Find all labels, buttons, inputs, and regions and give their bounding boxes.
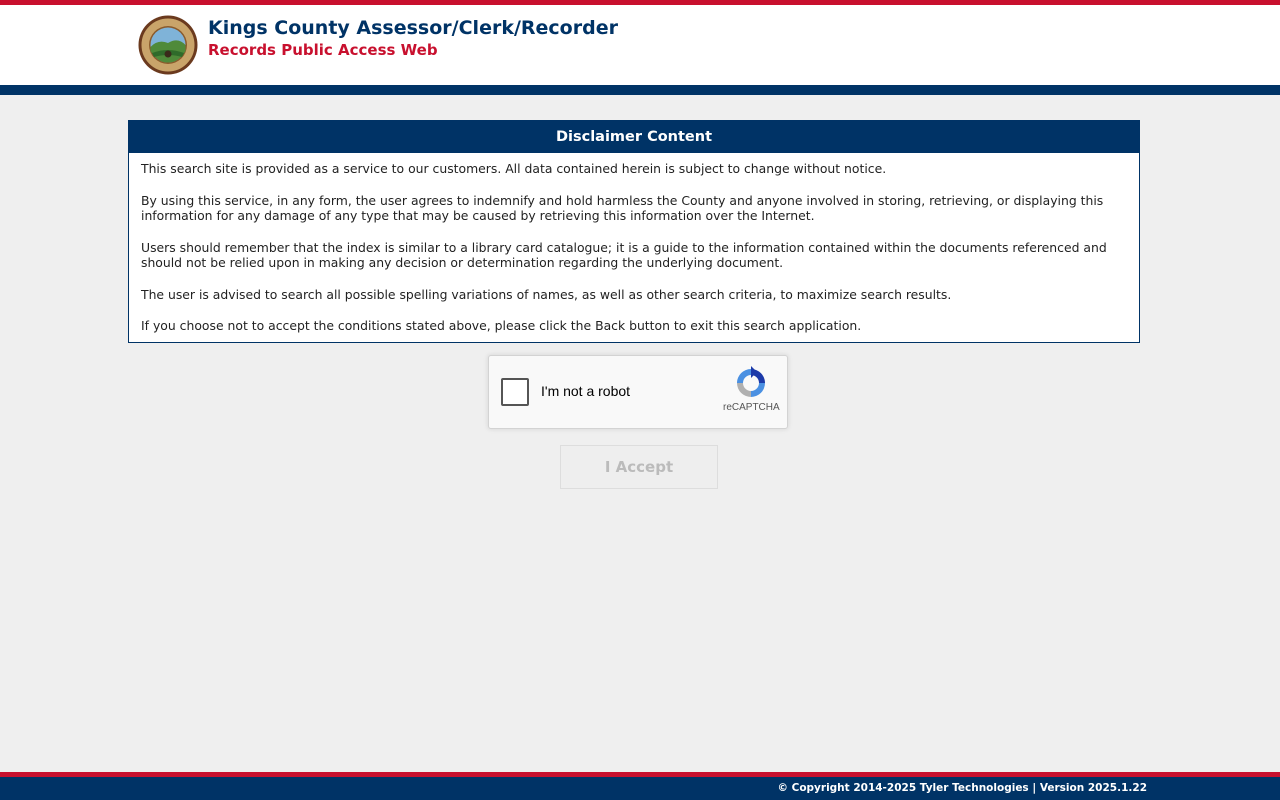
- accept-button[interactable]: I Accept: [560, 445, 718, 489]
- disclaimer-paragraph: By using this service, in any form, the user agrees to indemnify and hold harmless the County and anyone involved in storing, retrieving, or displaying this information for any damage of any type that may be caused by retrieving this information over the Internet.: [141, 192, 1104, 223]
- recaptcha-label: I'm not a robot: [541, 383, 631, 399]
- disclaimer-paragraph: Users should remember that the index is similar to a library card catalogue; it is a guide to the information contained within the documents referenced and should not be relied upon in making any decision or determination regarding the underlying document.: [141, 239, 1107, 270]
- disclaimer-panel: [128, 120, 1140, 343]
- recaptcha-brand: reCAPTCHA: [723, 402, 780, 413]
- disclaimer-heading: Disclaimer Content: [129, 121, 1139, 153]
- site-footer: [0, 777, 1280, 800]
- copyright-text: © Copyright 2014-2025 Tyler Technologies | Version 2025.1.22: [777, 782, 1147, 794]
- disclaimer-paragraph: If you choose not to accept the conditions stated above, please click the Back button to exit this search application.: [141, 318, 862, 333]
- disclaimer-body: [129, 153, 1139, 334]
- header-band: [0, 85, 1280, 95]
- recaptcha-checkbox[interactable]: [501, 378, 529, 406]
- disclaimer-paragraph: This search site is provided as a service to our customers. All data contained herein is subject to change without notice.: [141, 161, 887, 176]
- site-title: Kings County Assessor/Clerk/Recorder: [208, 17, 618, 39]
- recaptcha-widget: [488, 355, 788, 429]
- disclaimer-paragraph: The user is advised to search all possible spelling variations of names, as well as other search criteria, to maximize search results.: [141, 286, 952, 302]
- county-seal-icon: [138, 15, 198, 75]
- recaptcha-logo-icon: [734, 366, 768, 400]
- site-subtitle: Records Public Access Web: [208, 41, 438, 59]
